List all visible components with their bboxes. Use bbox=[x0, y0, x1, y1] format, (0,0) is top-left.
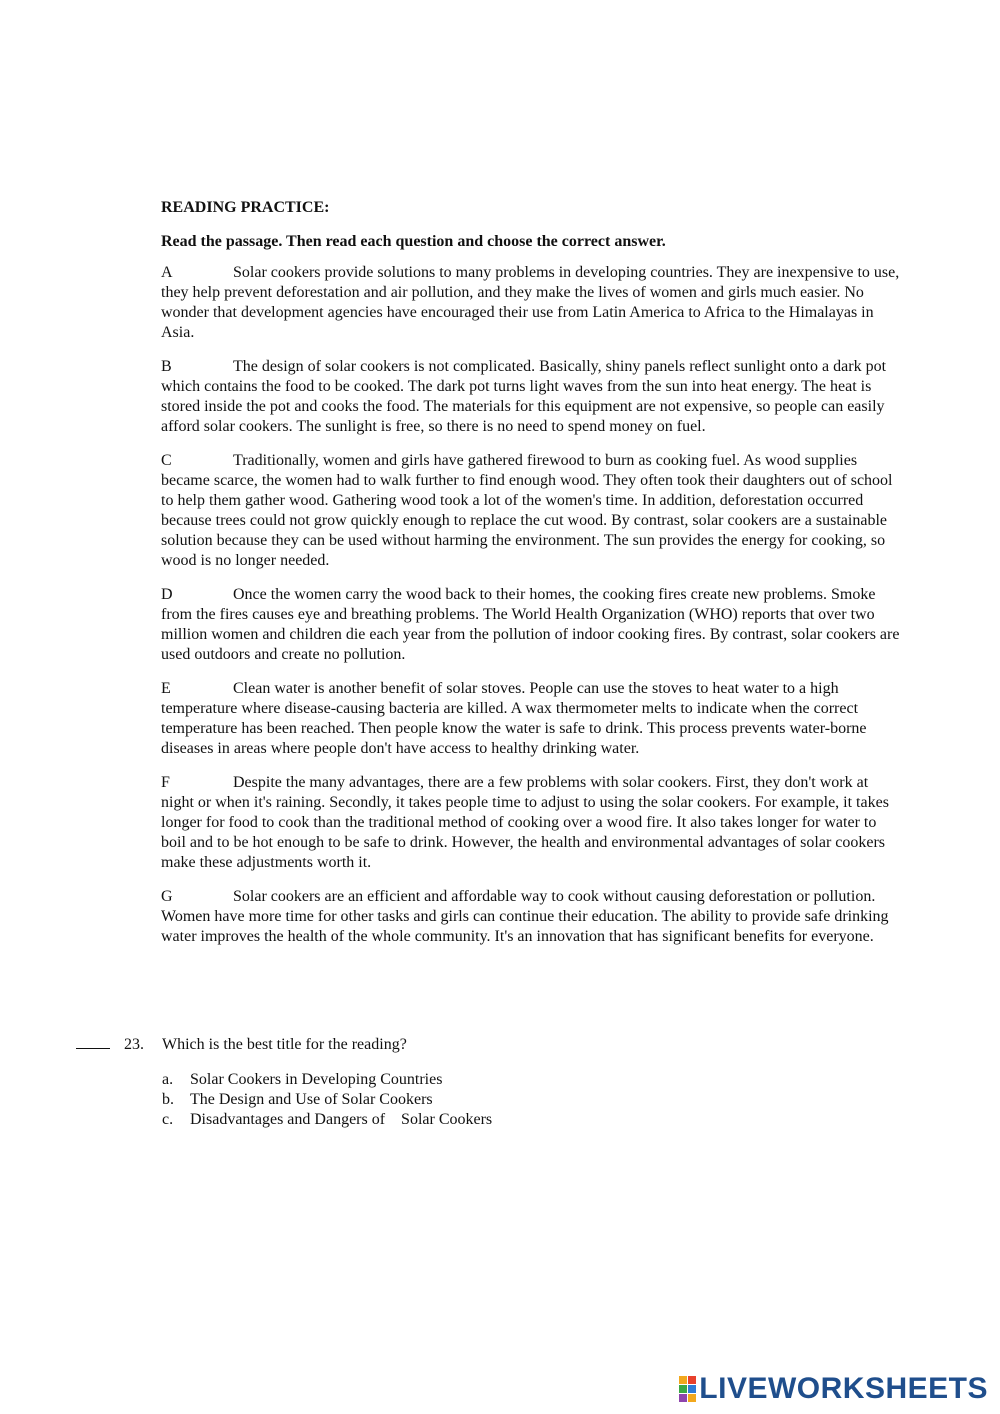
logo-square bbox=[679, 1385, 687, 1393]
option-c[interactable] bbox=[162, 1110, 936, 1130]
logo-square bbox=[679, 1376, 687, 1384]
worksheet-body bbox=[161, 198, 901, 961]
option-letter: b. bbox=[162, 1091, 174, 1108]
question-text: Which is the best title for the reading? bbox=[162, 1036, 407, 1053]
question-23 bbox=[76, 1034, 936, 1130]
option-b[interactable] bbox=[162, 1090, 936, 1110]
paragraph-d bbox=[161, 585, 901, 665]
instructions: Read the passage. Then read each question and choose the correct answer. bbox=[161, 233, 666, 250]
paragraph-letter: F bbox=[161, 774, 170, 791]
paragraph-letter: E bbox=[161, 680, 171, 697]
question-number: 23. bbox=[124, 1036, 144, 1053]
logo-square bbox=[688, 1385, 696, 1393]
paragraph-g bbox=[161, 887, 901, 947]
paragraph-text: Traditionally, women and girls have gathered firewood to burn as cooking fuel. As wood supplies became scarce, the women had to walk further to find enough wood. They often took their daughters out of school to help them gather wood. Gathering wood took a lot of the women's time. In addition, deforestation occurred because trees could not grow quickly enough to replace the cut wood. By contrast, solar cookers are a sustainable solution because they can be used without harming the environment. The sun provides the energy for cooking, so wood is no longer needed. bbox=[161, 452, 893, 569]
logo-square bbox=[688, 1394, 696, 1402]
paragraph-text: Despite the many advantages, there are a few problems with solar cookers. First, they don't work at night or when it's raining. Secondly, it takes people time to adjust to using the solar cookers. For example, it takes longer for food to cook than the traditional method of cooking over a wood fire. It also takes longer for water to boil and to be hot enough to be safe to drink. However, the health and environmental advantages of solar cookers make these adjustments worth it. bbox=[161, 774, 889, 871]
paragraph-letter: A bbox=[161, 264, 173, 281]
section-heading: READING PRACTICE: bbox=[161, 199, 330, 216]
paragraph-text: Clean water is another benefit of solar stoves. People can use the stoves to heat water to a high temperature where disease-causing bacteria are killed. A wax thermometer melts to indicate when the correct temperature has been reached. Then people know the water is safe to drink. This process prevents water-borne diseases in areas where people don't have access to healthy drinking water. bbox=[161, 680, 867, 757]
logo-text: LIVEWORKSHEETS bbox=[699, 1372, 988, 1405]
paragraph-c bbox=[161, 451, 901, 571]
paragraph-letter: D bbox=[161, 586, 173, 603]
answer-blank[interactable] bbox=[76, 1034, 110, 1049]
paragraph-text: Solar cookers provide solutions to many problems in developing countries. They are inexpensive to use, they help prevent deforestation and air pollution, and they make the lives of women and girls much easier. No wonder that development agencies have encouraged their use from Latin America to Africa to the Himalayas in Asia. bbox=[161, 264, 900, 341]
option-text: Disadvantages and Dangers of Solar Cookers bbox=[190, 1111, 493, 1128]
liveworksheets-logo bbox=[679, 1374, 988, 1404]
paragraph-text: The design of solar cookers is not complicated. Basically, shiny panels reflect sunlight onto a dark pot which contains the food to be cooked. The dark pot turns light waves from the sun into heat energy. The heat is stored inside the pot and cooks the food. The materials for this equipment are not expensive, so people can easily afford solar cookers. The sunlight is free, so there is no need to spend money on fuel. bbox=[161, 358, 887, 435]
paragraph-text: Once the women carry the wood back to their homes, the cooking fires create new problems. Smoke from the fires causes eye and breathing problems. The World Health Organization (WHO) reports that over two million women and children die each year from the pollution of indoor cooking fires. By contrast, solar cookers are used outdoors and create no pollution. bbox=[161, 586, 900, 663]
logo-square bbox=[688, 1376, 696, 1384]
paragraph-e bbox=[161, 679, 901, 759]
option-letter: c. bbox=[162, 1111, 174, 1128]
option-text: Solar Cookers in Developing Countries bbox=[190, 1071, 443, 1088]
logo-icon bbox=[679, 1376, 696, 1402]
option-letter: a. bbox=[162, 1071, 174, 1088]
question-line bbox=[76, 1034, 936, 1055]
paragraph-letter: G bbox=[161, 888, 173, 905]
logo-square bbox=[679, 1394, 687, 1402]
option-a[interactable] bbox=[162, 1070, 936, 1090]
option-text: The Design and Use of Solar Cookers bbox=[190, 1091, 433, 1108]
paragraph-b bbox=[161, 357, 901, 437]
paragraph-a bbox=[161, 263, 901, 343]
paragraph-text: Solar cookers are an efficient and affordable way to cook without causing deforestation or pollution. Women have more time for other tasks and girls can continue their education. The ability to provide safe drinking water improves the health of the whole community. It's an innovation that has significant benefits for everyone. bbox=[161, 888, 889, 945]
paragraph-f bbox=[161, 773, 901, 873]
paragraph-letter: C bbox=[161, 452, 172, 469]
answer-options bbox=[162, 1070, 936, 1130]
paragraph-letter: B bbox=[161, 358, 172, 375]
